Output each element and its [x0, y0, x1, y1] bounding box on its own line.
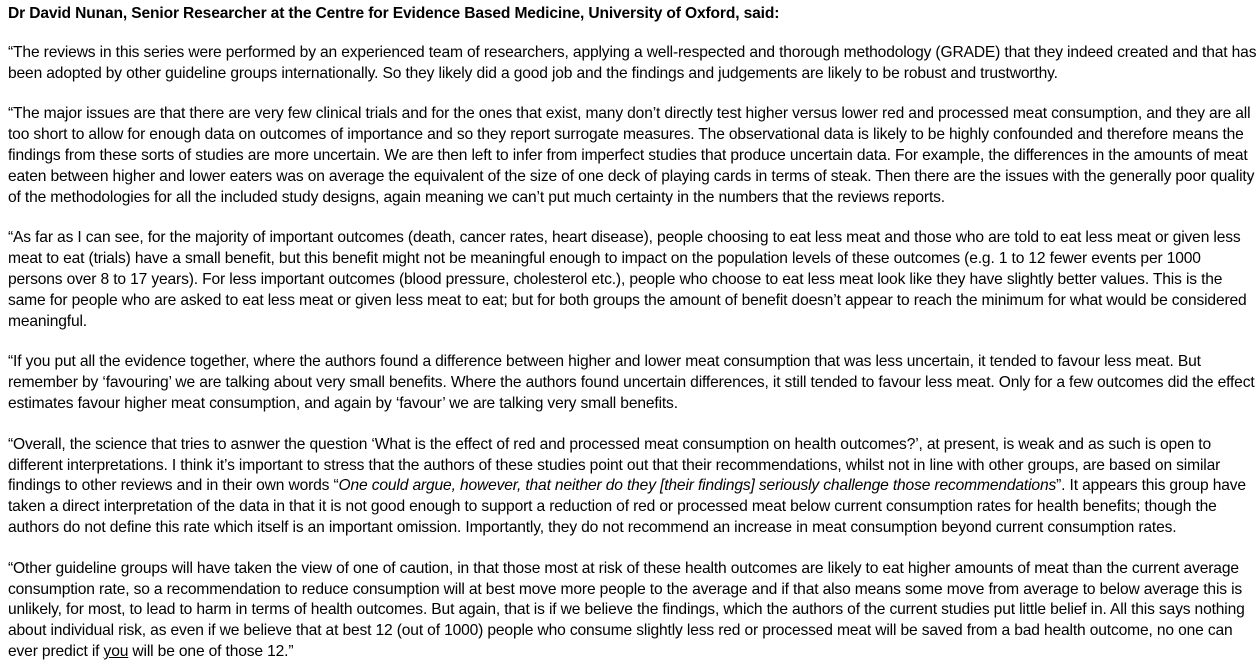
paragraph-6-emphasis: you — [103, 642, 129, 660]
paragraph-6-text-a: “Other guideline groups will have taken the view of one of caution, in that those most at risk of these health outcomes are likely to eat higher amounts of meat than the current average consumption rate, so a recommendation to reduce consumption will at best move more people to the average and if that also means some move from average to below average this is unlikely, for most, to lead to harm in terms of health outcomes. But again, that is if we believe the findings, which the authors of the current studies put little belief in. All this says nothing about individual risk, as even if we believe that at best 12 (out of 1000) people who consume slightly less red or processed meat will be saved from a bad health outcome, no one can ever predict if — [8, 559, 1245, 660]
paragraph-5 — [8, 435, 1258, 539]
document-body — [8, 4, 1258, 663]
paragraph-5-text-b: ”. It appears this group have taken a direct interpretation of the data in that it is not good enough to support a reduction of red or processed meat below current consumption rates for health benefits; though the authors do not define this rate which itself is an important omission. Importantly, they do not recommend an increase in meat consumption beyond current consumption rates. — [8, 477, 1246, 536]
paragraph-5-text-a: “Overall, the science that tries to asnwer the question ‘What is the effect of red and processed meat consumption on health outcomes?’, at present, is weak and as such is open to different interpretations. I think it’s important to stress that the authors of these studies point out that their recommendations, whilst not in line with other groups, are based on similar findings to other reviews and in their own words “ — [8, 435, 1221, 495]
paragraph-4: “If you put all the evidence together, where the authors found a difference between higher and lower meat consumption that was less uncertain, it tended to favour less meat. But remember by ‘favouring’ we are talking about very small benefits. Where the authors found uncertain differences, it still tended to favour less meat. Only for a few outcomes did the effect estimates favour higher meat consumption, and again by ‘favour’ we are talking very small benefits. — [8, 353, 1255, 412]
paragraph-6 — [8, 559, 1258, 663]
paragraph-2: “The major issues are that there are very few clinical trials and for the ones that exist, many don’t directly test higher versus lower red and processed meat consumption, and they are all too short to allow for enough data on outcomes of importance and so they report surrogate measures. The observational data is likely to be highly confounded and therefore means the findings from these sorts of studies are more uncertain. We are then left to infer from imperfect studies that produce uncertain data. For example, the differences in the amounts of meat eaten between higher and lower eaters was on average the equivalent of the size of one deck of playing cards in terms of steak. Then there are the issues with the generally poor quality of the methodologies for all the included study designs, again meaning we can’t put much certainty in the numbers that the reviews reports. — [8, 105, 1255, 206]
paragraph-3: “As far as I can see, for the majority of important outcomes (death, cancer rates, heart disease), people choosing to eat less meat and those who are told to eat less meat or given less meat to eat (trials) have a small benefit, but this benefit might not be meaningful enough to impact on the population levels of these outcomes (e.g. 1 to 12 fewer events per 1000 persons over 8 to 17 years). For less important outcomes (blood pressure, cholesterol etc.), people who choose to eat less meat look like they have slightly better values. This is the same for people who are asked to eat less meat or given less meat to eat; but for both groups the amount of benefit doesn’t appear to reach the minimum for what would be considered meaningful. — [8, 229, 1247, 330]
paragraph-1: “The reviews in this series were performed by an experienced team of researchers, applying a well-respected and thorough methodology (GRADE) that they indeed created and that has been adopted by other guideline groups internationally. So they likely did a good job and the findings and judgements are likely to be robust and trustworthy. — [8, 43, 1257, 82]
speaker-heading: Dr David Nunan, Senior Researcher at the Centre for Evidence Based Medicine, University of Oxford, said: — [8, 5, 780, 22]
paragraph-5-quote: One could argue, however, that neither do they [their findings] seriously challenge those recommendations — [338, 477, 1057, 495]
paragraph-6-text-b: will be one of those 12.” — [128, 642, 294, 660]
